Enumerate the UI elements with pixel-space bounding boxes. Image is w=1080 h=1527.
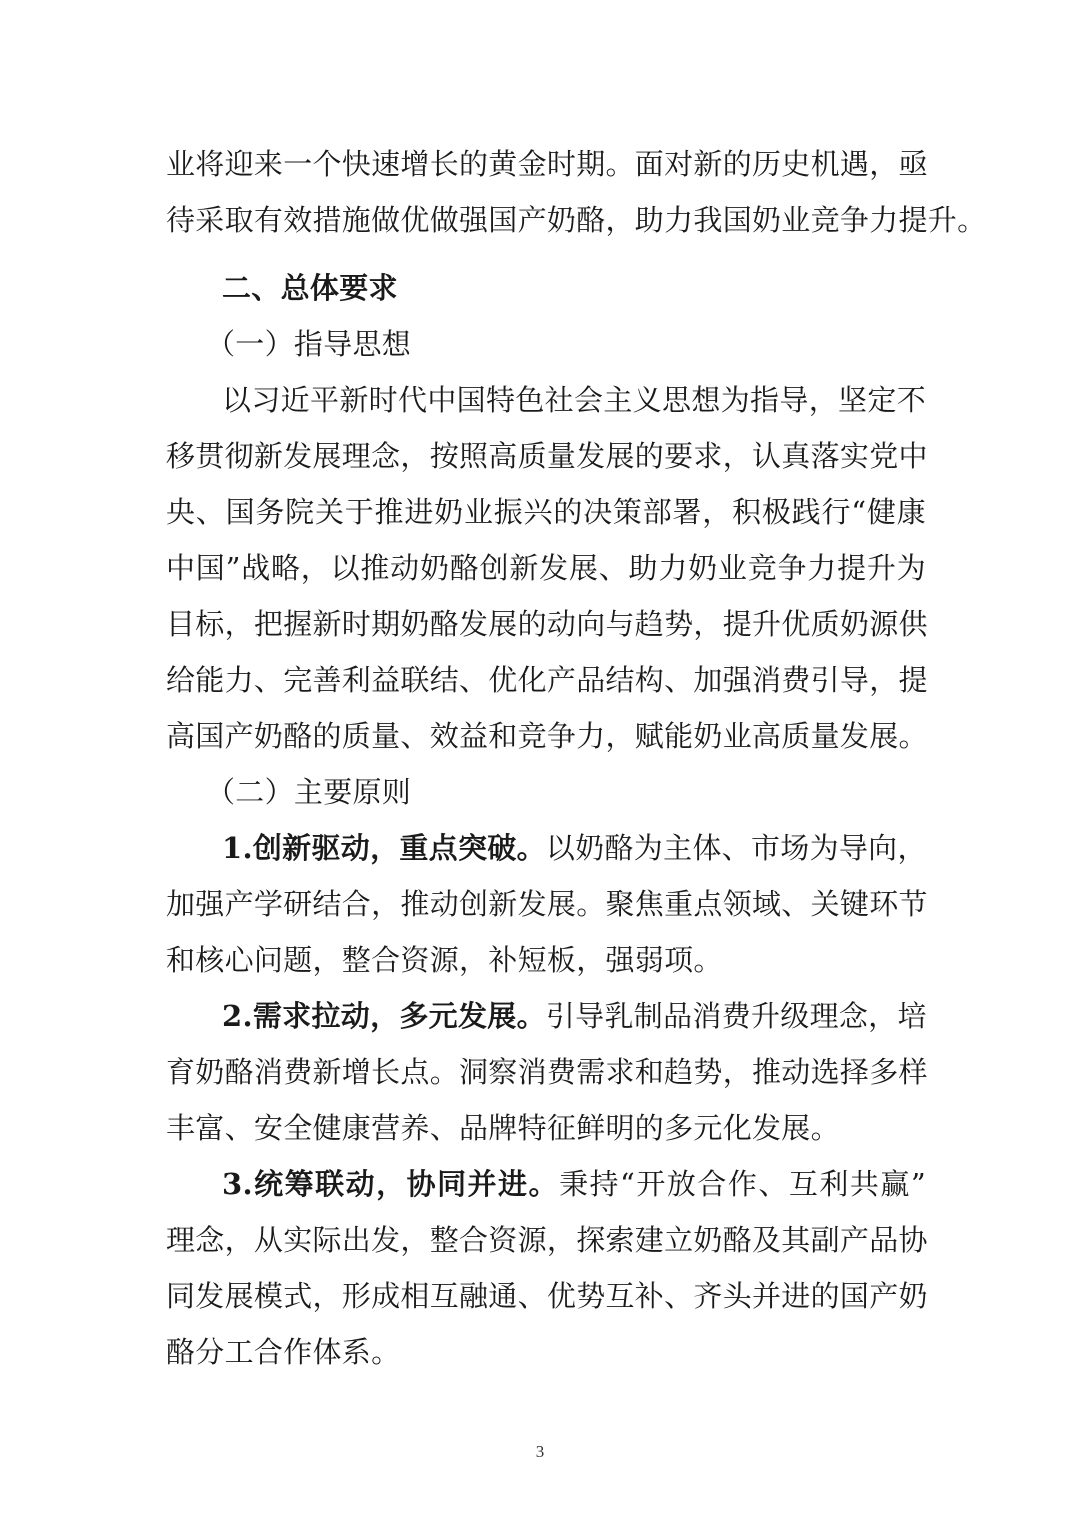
principle-2-line-2: 育奶酪消费新增长点。洞察消费需求和趋势，推动选择多样 [166,1055,928,1089]
guiding-line-2: 移贯彻新发展理念，按照高质量发展的要求，认真落实党中 [166,439,928,473]
guiding-line-4: 中国”战略，以推动奶酪创新发展、助力奶业竞争力提升为 [166,551,926,585]
principle-3-first-line [222,1164,926,1204]
principle-3-lead: 3.统筹联动，协同并进。 [222,1167,560,1201]
guiding-line-6: 给能力、完善利益联结、优化产品结构、加强消费引导，提 [166,663,928,697]
principle-3-first-rest: 秉持“开放合作、互利共赢” [559,1167,926,1201]
principle-2-lead: 2.需求拉动，多元发展。 [222,999,546,1033]
guiding-line-7: 高国产奶酪的质量、效益和竞争力，赋能奶业高质量发展。 [166,719,928,753]
guiding-title: （一）指导思想 [206,327,412,361]
principle-3-line-2: 理念，从实际出发，整合资源，探索建立奶酪及其副产品协 [166,1223,928,1257]
principle-1-line-3: 和核心问题，整合资源，补短板，强弱项。 [166,943,723,977]
principle-2-first-line [222,996,926,1036]
principle-1-first-line [222,828,926,868]
principle-2-line-3: 丰富、安全健康营养、品牌特征鲜明的多元化发展。 [166,1111,840,1145]
page-number: 3 [535,1442,545,1461]
guiding-line-5: 目标，把握新时期奶酪发展的动向与趋势，提升优质奶源供 [166,607,928,641]
section-title: 二、总体要求 [222,271,398,305]
principles-title: （二）主要原则 [206,775,412,809]
principle-3-line-4: 酪分工合作体系。 [166,1335,401,1369]
principle-2-first-rest: 引导乳制品消费升级理念，培 [545,999,927,1033]
principle-1-line-2: 加强产学研结合，推动创新发展。聚焦重点领域、关键环节 [166,887,928,921]
guiding-line-3: 央、国务院关于推进奶业振兴的决策部署，积极践行“健康 [166,495,926,529]
principle-3-line-3: 同发展模式，形成相互融通、优势互补、齐头并进的国产奶 [166,1279,928,1313]
principle-1-lead: 1.创新驱动，重点突破。 [222,831,546,865]
principle-1-first-rest: 以奶酪为主体、市场为导向， [545,831,927,865]
guiding-line-1: 以习近平新时代中国特色社会主义思想为指导，坚定不 [222,383,926,417]
intro-line-2: 待采取有效措施做优做强国产奶酪，助力我国奶业竞争力提升。 [166,203,987,237]
intro-line-1: 业将迎来一个快速增长的黄金时期。面对新的历史机遇，亟 [166,147,928,181]
